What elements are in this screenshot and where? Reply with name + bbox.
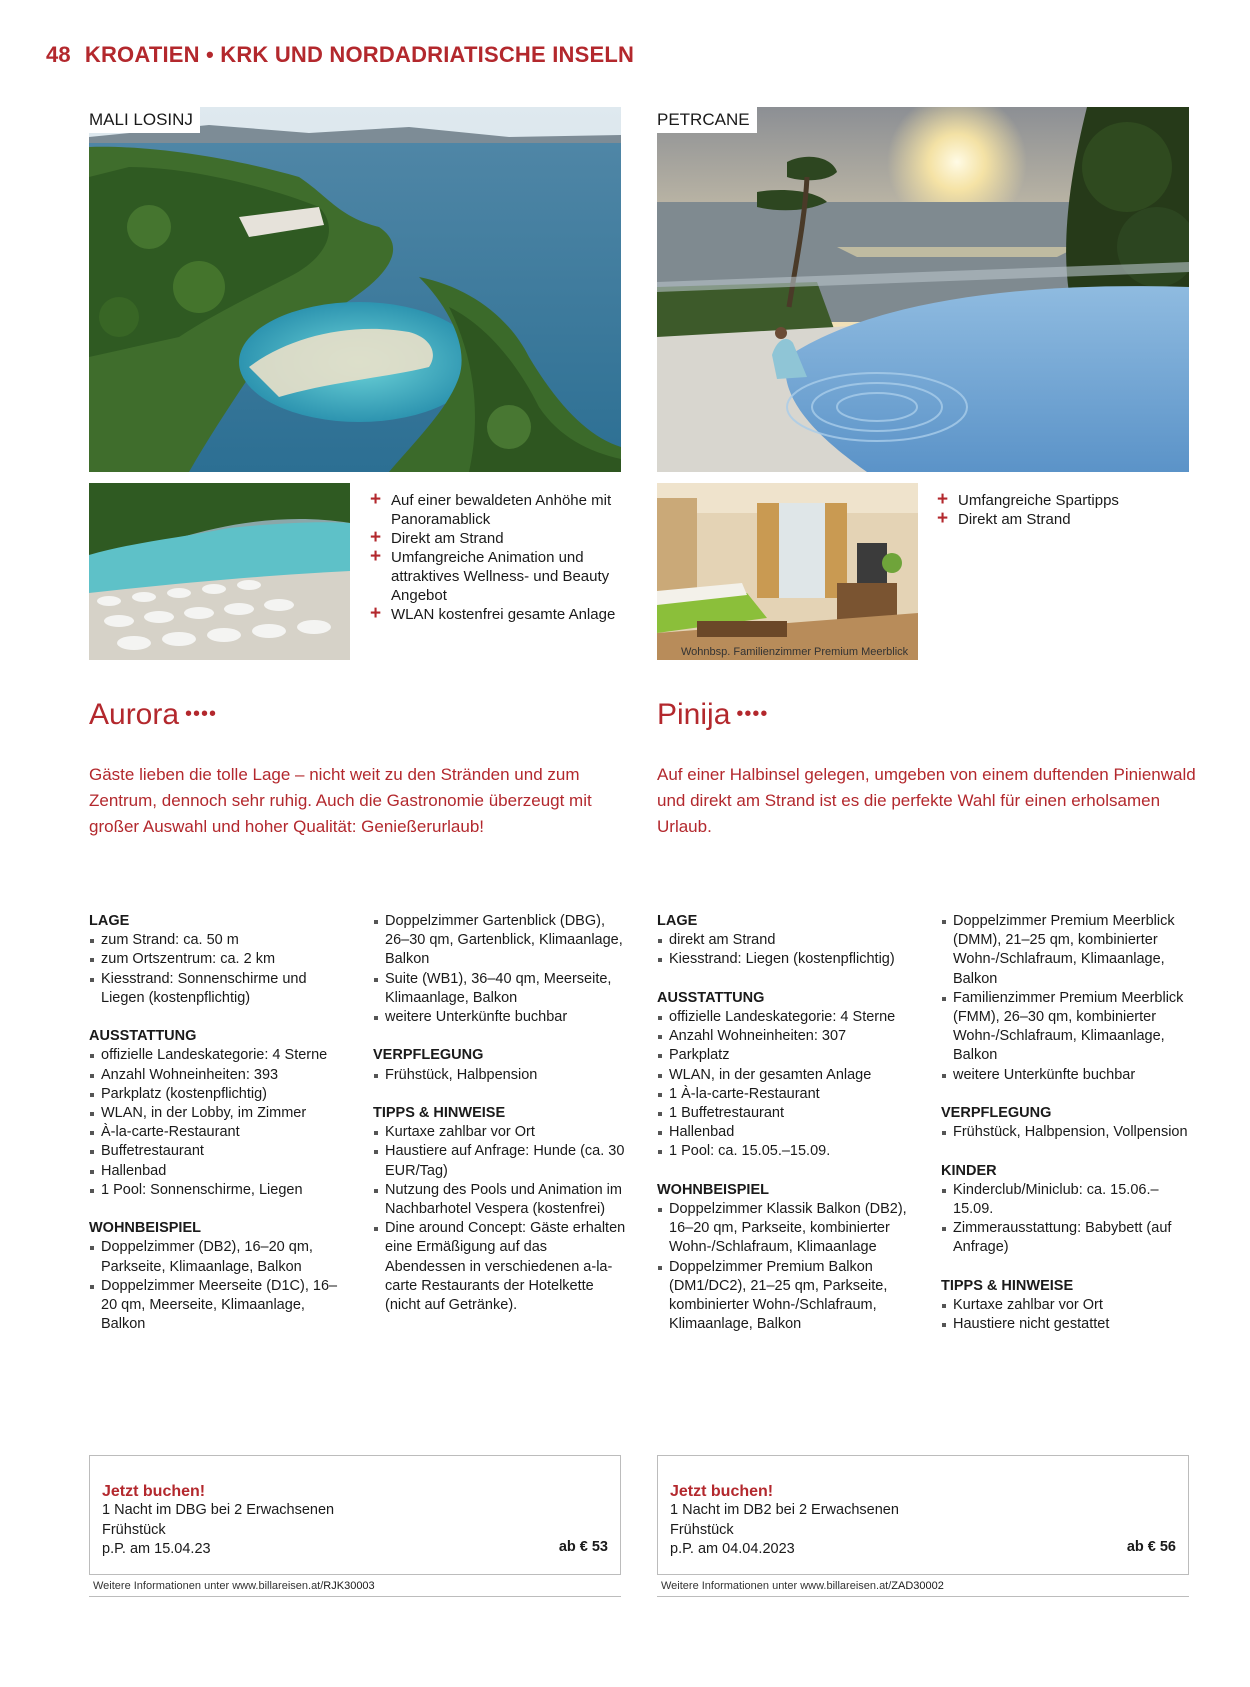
booking-box[interactable] (89, 1455, 621, 1575)
fact-item: Nutzung des Pools und Animation im Nachbarhotel Vespera (kostenfrei) (373, 1181, 629, 1219)
page-number: 48 (46, 42, 71, 67)
more-info: Weitere Informationen unter www.billareisen.at/RJK30003 (89, 1580, 621, 1597)
fact-item: Kiesstrand: Liegen (kostenpflichtig) (657, 950, 919, 969)
fact-item: Anzahl Wohneinheiten: 393 (89, 1066, 351, 1085)
hotel-name: Pinija •••• (657, 698, 769, 731)
highlight-item: + Umfangreiche Spartipps (937, 489, 1119, 510)
fact-item: Dine around Concept: Gäste erhalten eine Ermäßigung auf das Abendessen in verschiedenen a-la-carte Restaurants der Hotelkette (nicht auf Getränke). (373, 1219, 629, 1315)
section-heading: WOHNBEISPIEL (89, 1220, 201, 1237)
fact-item: Parkplatz (657, 1046, 919, 1065)
booking-code: ZAD30002 (891, 1580, 944, 1592)
fact-item: Doppelzimmer (DB2), 16–20 qm, Parkseite, Klimaanlage, Balkon (89, 1238, 351, 1276)
place-label: MALI LOSINJ (89, 107, 200, 133)
fact-item: 1 Buffetrestaurant (657, 1104, 919, 1123)
section-heading: TIPPS & HINWEISE (941, 1277, 1074, 1294)
booking-price: ab € 56 (1126, 1539, 1176, 1555)
thumb-photo-beach (89, 483, 350, 660)
fact-item: Kurtaxe zahlbar vor Ort (373, 1123, 629, 1142)
fact-list (89, 931, 351, 1008)
fact-list (89, 1238, 351, 1334)
fact-item: Frühstück, Halbpension (373, 1066, 629, 1085)
fact-item: Doppelzimmer Premium Balkon (DM1/DC2), 21–25 qm, Parkseite, kombinierter Wohn-/Schlafraum, Klimaanlage, Balkon (657, 1258, 919, 1335)
booking-date: p.P. am 15.04.23 (102, 1541, 211, 1557)
fact-item: WLAN, in der gesamten Anlage (657, 1066, 919, 1085)
fact-item: 1 À-la-carte-Restaurant (657, 1085, 919, 1104)
fact-list (373, 912, 629, 1027)
fact-item: zum Ortszentrum: ca. 2 km (89, 950, 351, 969)
section-heading: WOHNBEISPIEL (657, 1181, 769, 1198)
fact-item: weitere Unterkünfte buchbar (373, 1008, 629, 1027)
hotel-intro: Auf einer Halbinsel gelegen, umgeben von einem duftenden Pinienwald und direkt am Strand ist es die perfekte Wahl für einen erholsamen Urlaub. (657, 765, 1196, 836)
fact-item: Kiesstrand: Sonnenschirme und Liegen (kostenpflichtig) (89, 970, 351, 1008)
fact-item: Doppelzimmer Gartenblick (DBG), 26–30 qm, Gartenblick, Klimaanlage, Balkon (373, 912, 629, 970)
fact-item: weitere Unterkünfte buchbar (941, 1066, 1197, 1085)
fact-list (373, 1066, 629, 1085)
fact-list (373, 1123, 629, 1315)
booking-cta[interactable]: Jetzt buchen! (102, 1483, 206, 1500)
highlights-list (370, 491, 625, 624)
hero-photo-coast (89, 107, 621, 472)
section-heading: TIPPS & HINWEISE (373, 1105, 506, 1121)
fact-list (941, 1123, 1197, 1142)
plus-icon: + (370, 546, 382, 567)
fact-list (941, 912, 1197, 1085)
fact-list (657, 1200, 919, 1334)
fact-item: Suite (WB1), 36–40 qm, Meerseite, Klimaanlage, Balkon (373, 970, 629, 1008)
star-rating: •••• (736, 703, 769, 725)
plus-icon: + (370, 603, 382, 624)
place-label: PETRCANE (657, 107, 757, 133)
section-heading: LAGE (657, 913, 698, 929)
fact-item: Frühstück, Halbpension, Vollpension (941, 1123, 1197, 1142)
fact-item: Haustiere auf Anfrage: Hunde (ca. 30 EUR/Tag) (373, 1142, 629, 1180)
fact-list (657, 1008, 919, 1162)
more-info: Weitere Informationen unter www.billareisen.at/ZAD30002 (657, 1580, 1189, 1597)
fact-item: À-la-carte-Restaurant (89, 1123, 351, 1142)
thumb-caption: Wohnbsp. Familienzimmer Premium Meerblick (681, 646, 909, 658)
section-heading: LAGE (89, 913, 130, 929)
booking-board: Frühstück (102, 1521, 166, 1538)
facts-column-b (373, 912, 629, 1334)
highlight-item: + Direkt am Strand (937, 508, 1071, 529)
page-header (46, 42, 634, 68)
fact-item: Hallenbad (89, 1162, 351, 1181)
section-heading: VERPFLEGUNG (941, 1105, 1052, 1122)
facts-column-b (941, 912, 1197, 1354)
plus-icon: + (370, 489, 382, 510)
fact-list (941, 1296, 1197, 1334)
booking-nights: 1 Nacht im DB2 bei 2 Erwachsenen (670, 1502, 899, 1518)
booking-date: p.P. am 04.04.2023 (670, 1541, 795, 1557)
fact-item: Zimmerausstattung: Babybett (auf Anfrage) (941, 1219, 1197, 1257)
highlight-item: + Umfangreiche Animation und attraktives Wellness- und Beauty Angebot (370, 546, 610, 604)
fact-item: offizielle Landeskategorie: 4 Sterne (89, 1046, 351, 1065)
booking-board: Frühstück (670, 1521, 734, 1538)
fact-item: Hallenbad (657, 1123, 919, 1142)
booking-price: ab € 53 (558, 1539, 608, 1555)
fact-item: Doppelzimmer Meerseite (D1C), 16–20 qm, Meerseite, Klimaanlage, Balkon (89, 1277, 351, 1335)
star-rating: •••• (185, 703, 218, 725)
fact-item: Parkplatz (kostenpflichtig) (89, 1085, 351, 1104)
fact-item: Kinderclub/Miniclub: ca. 15.06.–15.09. (941, 1181, 1197, 1219)
fact-item: Anzahl Wohneinheiten: 307 (657, 1027, 919, 1046)
fact-list (941, 1181, 1197, 1258)
section-heading: VERPFLEGUNG (373, 1047, 484, 1064)
fact-item: offizielle Landeskategorie: 4 Sterne (657, 1008, 919, 1027)
thumb-photo-room (657, 483, 918, 660)
booking-code: RJK30003 (323, 1580, 375, 1592)
fact-list (89, 1046, 351, 1200)
section-heading: AUSSTATTUNG (657, 989, 765, 1006)
fact-item: WLAN, in der Lobby, im Zimmer (89, 1104, 351, 1123)
fact-item: 1 Pool: ca. 15.05.–15.09. (657, 1142, 919, 1161)
fact-item: 1 Pool: Sonnenschirme, Liegen (89, 1181, 351, 1200)
fact-item: Kurtaxe zahlbar vor Ort (941, 1296, 1197, 1315)
fact-list (657, 931, 919, 969)
hotel-intro: Gäste lieben die tolle Lage – nicht weit zu den Stränden und zum Zentrum, dennoch sehr ruhig. Auch die Gastronomie überzeugt mit großer Auswahl und hoher Qualität: Genießerurlaub! (89, 765, 592, 836)
highlights-list (937, 491, 1192, 529)
fact-item: zum Strand: ca. 50 m (89, 931, 351, 950)
hero-photo-pool-sunset (657, 107, 1189, 472)
facts-column-a (89, 912, 351, 1354)
section-heading: KINDER (941, 1162, 997, 1179)
fact-item: Buffetrestaurant (89, 1142, 351, 1161)
plus-icon: + (937, 508, 949, 529)
booking-box[interactable] (657, 1455, 1189, 1575)
highlight-item: + WLAN kostenfrei gesamte Anlage (370, 603, 616, 624)
booking-cta[interactable]: Jetzt buchen! (670, 1483, 774, 1500)
plus-icon: + (937, 489, 949, 510)
highlight-item: + Direkt am Strand (370, 527, 504, 548)
section-heading: AUSSTATTUNG (89, 1028, 197, 1045)
fact-item: direkt am Strand (657, 931, 919, 950)
fact-item: Doppelzimmer Premium Meerblick (DMM), 21–25 qm, kombinierter Wohn-/Schlafraum, Klimaanlage, Balkon (941, 912, 1197, 989)
booking-nights: 1 Nacht im DBG bei 2 Erwachsenen (102, 1502, 335, 1518)
fact-item: Familienzimmer Premium Meerblick (FMM), 26–30 qm, kombinierter Wohn-/Schlafraum, Klimaanlage, Balkon (941, 989, 1197, 1066)
facts-column-a (657, 912, 919, 1354)
fact-item: Haustiere nicht gestattet (941, 1315, 1197, 1334)
page-title: KROATIEN • KRK UND NORDADRIATISCHE INSELN (84, 42, 635, 67)
highlight-item: + Auf einer bewaldeten Anhöhe mit Panoramablick (370, 489, 612, 528)
plus-icon: + (370, 527, 382, 548)
hotel-name: Aurora •••• (89, 698, 218, 731)
fact-item: Doppelzimmer Klassik Balkon (DB2), 16–20 qm, Parkseite, kombinierter Wohn-/Schlafraum, Klimaanlage (657, 1200, 919, 1258)
